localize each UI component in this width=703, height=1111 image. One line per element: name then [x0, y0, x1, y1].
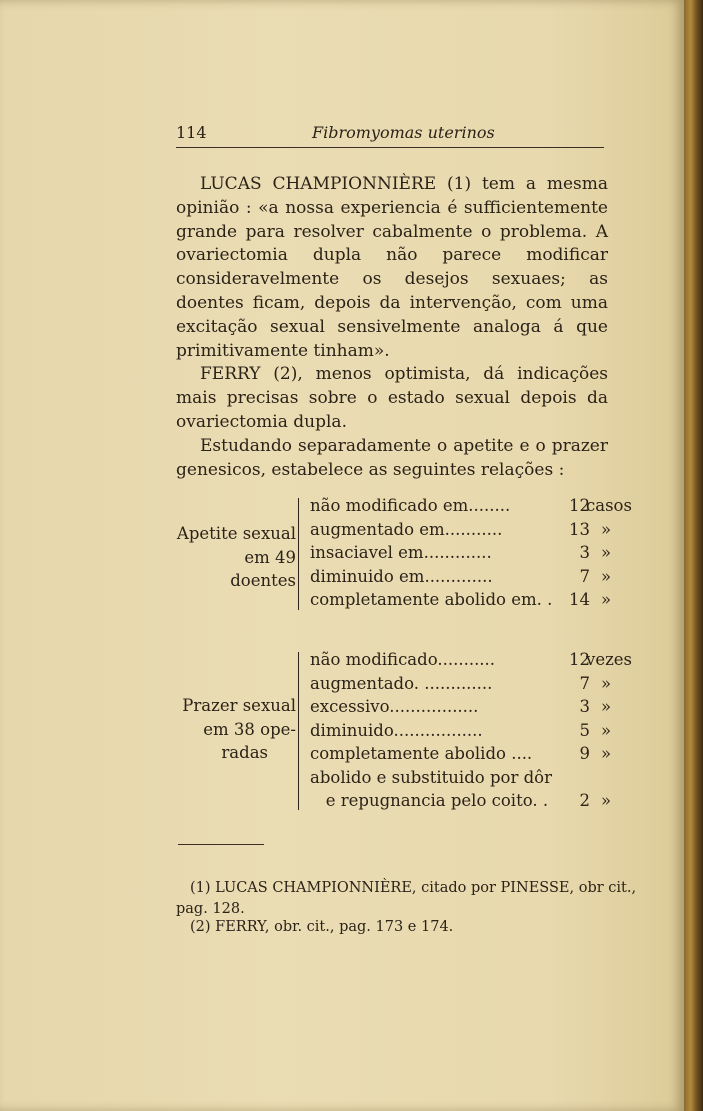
- row-unit: »: [600, 566, 612, 586]
- table-row: [310, 742, 612, 766]
- table-label: [176, 694, 296, 765]
- label-line: em 49 doentes: [230, 547, 296, 590]
- row-text: não modificado em........: [310, 496, 511, 515]
- row-unit: »: [600, 744, 612, 763]
- row-text: completamente abolido ....: [310, 744, 533, 763]
- row-unit: »: [600, 791, 612, 810]
- row-text: completamente abolido em. .: [310, 590, 553, 609]
- row-unit: »: [600, 519, 612, 539]
- row-number: 7: [579, 673, 590, 693]
- running-title: Fibromyomas uterinos: [312, 123, 495, 142]
- row-text: e repugnancia pelo coito. .: [310, 791, 549, 810]
- label-line: Apetite sexual: [176, 524, 296, 543]
- row-number: 2: [579, 791, 590, 810]
- row-number: 12: [569, 650, 590, 669]
- row-unit: »: [600, 720, 612, 740]
- row-number: 14: [569, 590, 590, 609]
- table-row: [310, 695, 612, 719]
- row-unit: »: [600, 673, 612, 693]
- table-row: [310, 541, 612, 565]
- page-number: 114: [176, 123, 207, 142]
- footnote-1: (1) LUCAS CHAMPIONNIÈRE, citado por PINESSE, obr cit.,: [190, 880, 637, 896]
- table-row: [310, 789, 612, 813]
- label-line: radas: [221, 743, 268, 762]
- paragraph-3: Estudando separadamente o apetite e o prazer genesicos, estabelece as seguintes relações :: [176, 435, 608, 480]
- row-text: não modificado...........: [310, 650, 496, 669]
- page-header: [176, 121, 604, 148]
- row-number: 9: [579, 744, 590, 763]
- table-row: [310, 719, 612, 743]
- row-text: excessivo.................: [310, 697, 479, 716]
- row-number: 5: [579, 720, 590, 740]
- label-line: Prazer sexual: [182, 696, 296, 715]
- row-text: augmentado em...........: [310, 519, 503, 539]
- footnote-2: (2) FERRY, obr. cit., pag. 173 e 174.: [190, 919, 454, 935]
- paragraph-2: FERRY (2), menos optimista, dá indicações mais precisas sobre o estado sexual depois da ovariectomia dupla.: [176, 364, 608, 432]
- table-label: [176, 522, 296, 593]
- row-text: abolido e substituido por dôr: [310, 767, 552, 787]
- body-text: [176, 173, 608, 482]
- row-number: 7: [579, 566, 590, 586]
- row-number: 12: [569, 496, 590, 515]
- row-unit: »: [600, 543, 612, 562]
- row-number: 13: [569, 519, 590, 539]
- row-text: augmentado. .............: [310, 673, 493, 693]
- row-unit: »: [600, 590, 612, 609]
- footnote-rule: [178, 844, 264, 845]
- table-row: [310, 494, 632, 518]
- row-text: diminuido em.............: [310, 566, 493, 586]
- brace: [298, 498, 305, 610]
- row-number: 3: [579, 697, 590, 716]
- brace: [298, 652, 305, 810]
- row-number: 3: [579, 543, 590, 562]
- footnote-1-continued: pag. 128.: [176, 901, 245, 917]
- row-unit: »: [600, 697, 612, 716]
- row-text: insaciavel em.............: [310, 543, 492, 562]
- table-row: [310, 672, 612, 696]
- table-row: [310, 588, 612, 612]
- row-text: diminuido.................: [310, 720, 483, 740]
- table-row: [310, 565, 612, 589]
- table-row: [310, 518, 612, 542]
- row-unit: vezes: [586, 650, 633, 669]
- paragraph-1: LUCAS CHAMPIONNIÈRE (1) tem a mesma opinião : «a nossa experiencia é sufficientemente grande para resolver cabalmente o problema. A ovariectomia dupla não parece modificar consideravelmente os desejos sexuaes; as doentes ficam, depois da intervenção, com uma excitação sexual sensivelmente analoga á que primitivamente tinham».: [176, 174, 608, 361]
- table-row: [310, 648, 633, 672]
- row-unit: casos: [586, 496, 632, 515]
- label-line: em 38 ope-: [203, 719, 296, 739]
- book-edge: [684, 0, 703, 1111]
- table-row: [310, 766, 606, 790]
